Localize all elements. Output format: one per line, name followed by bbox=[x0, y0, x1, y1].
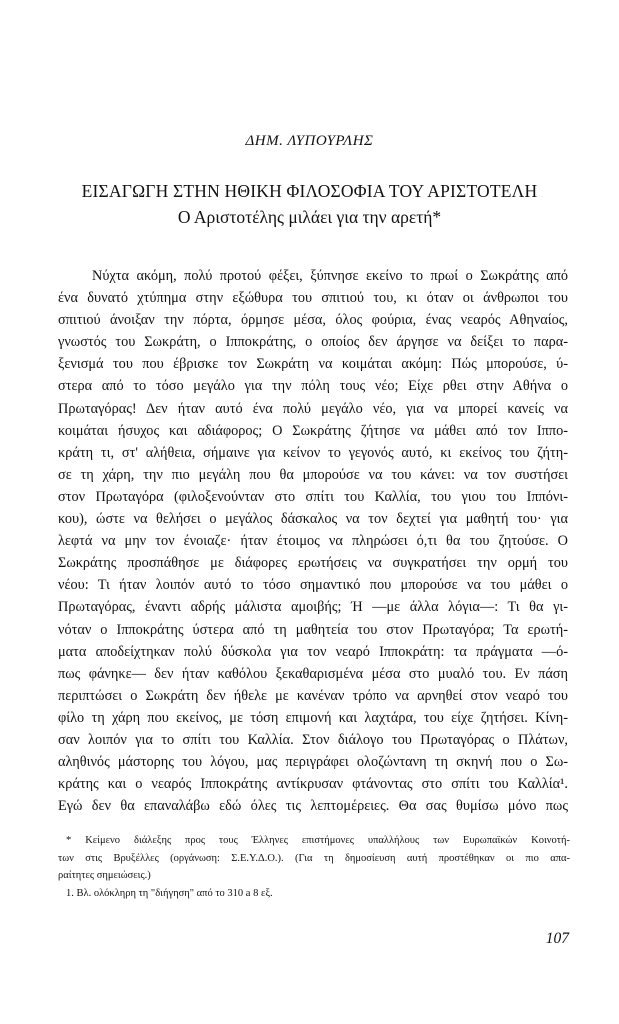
body-line: ματα αποδείχτηκαν πολύ δύσκολα για τον νεαρό Ιπποκράτη: τα πράγματα —ό- bbox=[58, 643, 568, 660]
body-line: περιπτώσει ο Σωκράτη δεν ήθελε με κανέναν τρόπο να αρνηθεί στον νεαρό του bbox=[58, 687, 568, 704]
body-paragraph bbox=[58, 265, 568, 817]
body-line: Νύχτα ακόμη, πολύ προτού φέξει, ξύπνησε εκείνο το πρωί ο Σωκράτης από bbox=[92, 268, 568, 284]
body-line: κράτη τι, στ' αλήθεια, σήμαινε για κείνον το γεγονός αυτό, κι εκείνος του ζήτη- bbox=[58, 444, 568, 461]
body-line: Πρωταγόρας, έναντι αδρής μάλιστα αμοιβής; Ή —με άλλα λόγια—: Τι θα γι- bbox=[58, 599, 568, 616]
footnote-line: ραίτητες σημειώσεις.) bbox=[58, 870, 151, 881]
body-line: ξενισμά του που έβρισκε τον Σωκράτη να κοιμάται ακόμη: Πώς μπορούσε, ύ- bbox=[58, 356, 568, 373]
footnote-line: 1. Βλ. ολόκληρη τη "διήγηση" από το 310 a 8 εξ. bbox=[66, 887, 273, 899]
body-line: Σωκράτης προσπάθησε με διάφορες ερωτήσεις να συγκρατήσει την ορμή του bbox=[58, 555, 568, 572]
body-line: Πρωταγόρας! Δεν ήταν αυτό ένα πολύ μεγάλο νέο, για να μπορεί κανείς να bbox=[58, 400, 568, 417]
body-line: Εγώ δεν θα επαναλάβω εδώ όλες τις λεπτομέρειες. Θα σας θυμίσω μόνο πως bbox=[58, 798, 568, 815]
author-name: ΔΗΜ. ΛΥΠΟΥΡΛΗΣ bbox=[245, 133, 374, 149]
article-subtitle: Ο Αριστοτέλης μιλάει για την αρετή* bbox=[177, 207, 442, 227]
body-line: κου), ώστε να θελήσει ο μεγάλος δάσκαλος να τον δεχτεί για μαθητή του· για bbox=[58, 511, 568, 528]
body-line: στερα από το τόσο μεγάλο για την πόλη τους νέο; Είχε ρθει στην Αθήνα ο bbox=[58, 378, 568, 395]
body-line: πως φάνηκε— δεν ήταν καθόλου ξεκαθαρισμένα μέσα στο μυαλό του. Εν πάση bbox=[58, 665, 568, 682]
body-line: γνωστός του Σωκράτη, ο Ιπποκράτης, ο οποίος δεν άργησε να δείξει το παρα- bbox=[58, 334, 568, 351]
body-line: φίλο τη χάρη που εκείνος, με τόση επιμονή και λαχτάρα, του είχε ζητήσει. Κίνη- bbox=[58, 709, 568, 726]
footnotes bbox=[58, 832, 570, 902]
body-line: αληθινός μάστορης του λόγου, μας περιγράφει ολοζώντανη τη σκηνή που ο Σω- bbox=[58, 754, 568, 771]
page-number: 107 bbox=[545, 930, 569, 947]
body-line: λεφτά να μην τον ένοιαζε· ήταν έτοιμος να πληρώσει ό,τι θα του ζητούσε. Ο bbox=[58, 533, 568, 550]
body-line: σε τη χάρη, την πιο μεγάλη που θα μπορούσε να του κάνει: να τον συστήσει bbox=[58, 466, 568, 483]
body-line: νόταν ο Ιπποκράτης ύστερα από τη μαθητεία του στον Πρωταγόρα; Τα ερωτή- bbox=[58, 621, 568, 638]
body-line: ένα δυνατό χτύπημα στην εξώθυρα του σπιτιού του, κι όταν οι άνθρωποι του bbox=[58, 290, 568, 307]
article-title: ΕΙΣΑΓΩΓΗ ΣΤΗΝ ΗΘΙΚΗ ΦΙΛΟΣΟΦΙΑ ΤΟΥ ΑΡΙΣΤΟΤΕΛΗ bbox=[81, 181, 538, 201]
body-line: κοιμάται ήσυχος και αδιάφορος; Ο Σωκράτης ζήτησε να μάθει από τον Ιππο- bbox=[58, 422, 568, 439]
footnote-line: * Κείμενο διάλεξης προς τους Έλληνες επιστήμονες υπαλλήλους των Ευρωπαϊκών Κοινοτή- bbox=[66, 835, 570, 846]
body-line: κράτης και ο νεαρός Ιπποκράτης αντίκρυσαν φτάνοντας στο σπίτι του Καλλία¹. bbox=[58, 776, 568, 793]
body-line: νέου: Τι ήταν λοιπόν αυτό το τόσο σημαντικό που μπορούσε να του μάθει ο bbox=[58, 577, 568, 594]
body-line: σπιτιού άνοιξαν την πόρτα, όρμησε μέσα, όλος φούρια, ένας νεαρός Αθηναίος, bbox=[58, 312, 568, 329]
body-line: σαν λοιπόν για το σπίτι του Καλλία. Στον διάλογο του Πρωταγόρας ο Πλάτων, bbox=[58, 731, 568, 748]
footnote-line: των στις Βρυξέλλες (οργάνωση: Σ.Ε.Υ.Δ.Ο.). (Για τη δημοσίευση αυτή προστέθηκαν οι πιο απα- bbox=[58, 852, 570, 864]
body-line: στον Πρωταγόρα (φιλοξενούνταν στο σπίτι του Καλλία, του γιου του Ιππόνι- bbox=[58, 488, 568, 505]
